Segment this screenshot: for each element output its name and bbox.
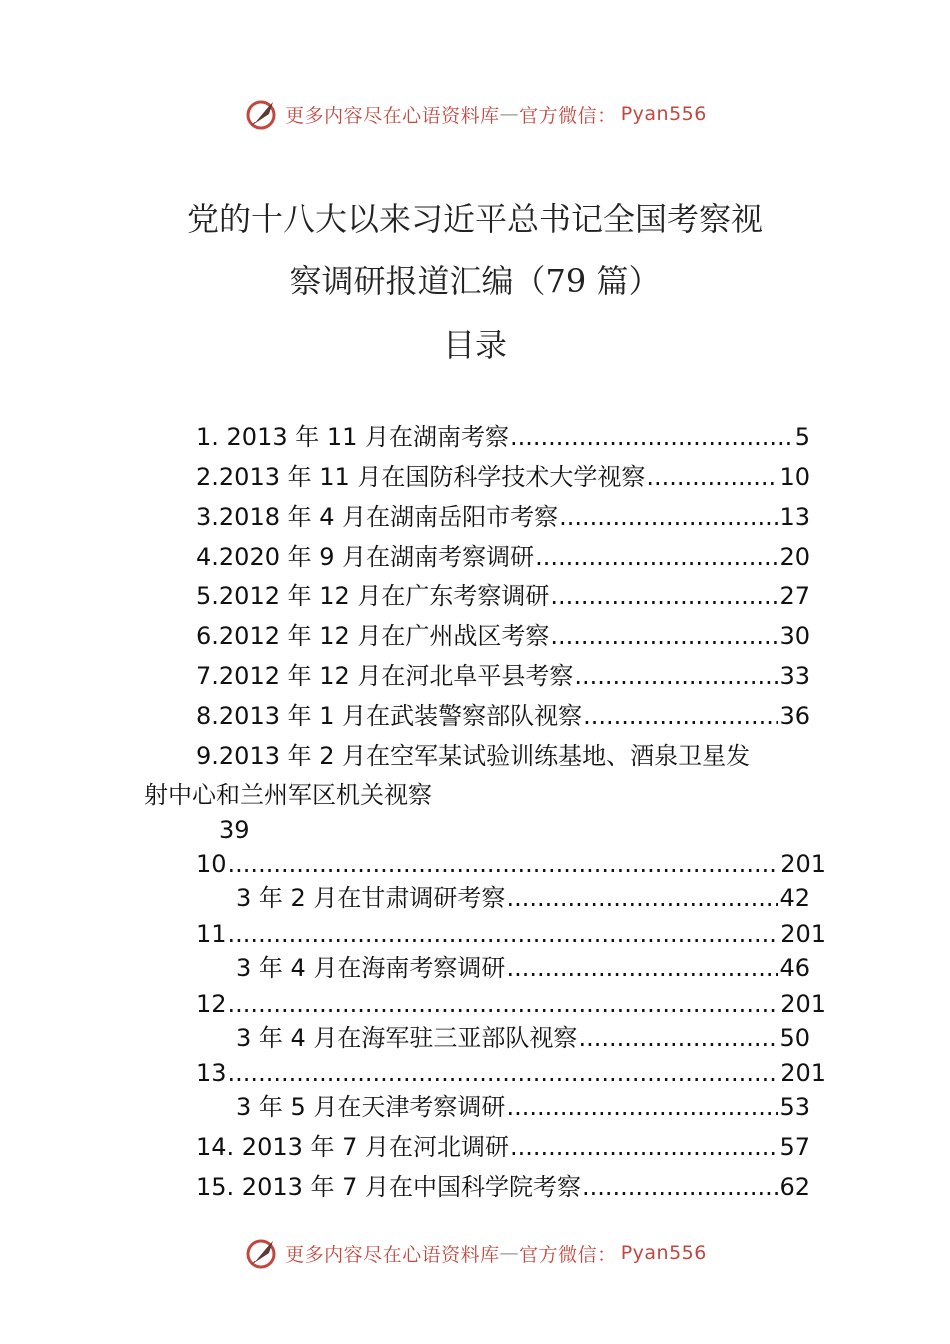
toc-entry-label: 5.2012 年 12 月在广东考察调研 [196,582,550,610]
toc-entry[interactable] [196,422,810,452]
toc-leader-dots [578,1023,778,1053]
toc-leader-dots [228,989,780,1019]
toc-entry-label: 7.2012 年 12 月在河北阜平县考察 [196,662,574,690]
toc-leader-dots [506,883,778,913]
toc-entry-page: 53 [779,1093,810,1121]
toc-number-line[interactable] [196,849,826,879]
toc-entry-label: 14. 2013 年 7 月在河北调研 [196,1133,510,1161]
toc-entry[interactable] [196,542,810,572]
toc-entry-label: 3 年 4 月在海军驻三亚部队视察 [236,1024,578,1052]
toc-leader-dots [583,701,778,731]
toc-leader-dots [510,1132,778,1162]
toc-entry-label: 8.2013 年 1 月在武装警察部队视察 [196,702,583,730]
banner-wechat-id: Pyan556 [620,103,707,125]
toc-entry-page: 57 [779,1133,810,1161]
toc-leader-dots [550,621,778,651]
toc-entry[interactable] [236,883,810,913]
toc-entry-page: 30 [779,622,810,650]
toc-entry-page: 62 [779,1173,810,1201]
toc-leader-dots [510,422,794,452]
document-title-line2: 察调研报道汇编（79 篇） [289,262,661,300]
toc-entry[interactable] [236,1023,810,1053]
header-banner [0,92,950,136]
toc-entry[interactable] [196,1132,810,1162]
toc-entry-page: 36 [779,702,810,730]
toc-leader-dots [646,462,778,492]
toc-leader-dots [228,1058,780,1088]
banner-text: 更多内容尽在心语资料库 [285,104,500,127]
footer-banner [0,1231,950,1275]
toc-entry[interactable] [196,462,810,492]
toc-entry-label: 3 年 4 月在海南考察调研 [236,954,506,982]
banner-separator: — [499,103,520,125]
toc-entry-label: 15. 2013 年 7 月在中国科学院考察 [196,1173,582,1201]
toc-entry-page: 27 [779,582,810,610]
toc-entry-page: 5 [794,423,810,451]
toc-entry[interactable] [196,621,810,651]
toc-entry-9-line1[interactable]: 9.2013 年 2 月在空军某试验训练基地、酒泉卫星发 [196,742,751,770]
toc-entry-page: 42 [779,884,810,912]
toc-heading: 目录 [442,326,507,364]
toc-number: 10 [196,850,227,878]
toc-number-page: 201 [780,920,826,948]
toc-entry-9-line2[interactable]: 射中心和兰州军区机关视察 [144,781,432,809]
toc-entry-9-page: 39 [219,816,250,844]
toc-number-page: 201 [780,1059,826,1087]
toc-leader-dots [506,1092,778,1122]
toc-entry-page: 33 [779,662,810,690]
toc-leader-dots [582,1172,778,1202]
banner-text: 更多内容尽在心语资料库 [285,1243,500,1266]
document-title-line1: 党的十八大以来习近平总书记全国考察视 [186,200,763,238]
toc-leader-dots [228,849,780,879]
toc-entry-page: 20 [779,543,810,571]
toc-number-line[interactable] [196,989,826,1019]
toc-entry-page: 13 [779,503,810,531]
toc-entry-label: 6.2012 年 12 月在广州战区考察 [196,622,550,650]
toc-entry-label: 1. 2013 年 11 月在湖南考察 [196,423,510,451]
banner-wechat-label: 官方微信： [519,1243,617,1266]
toc-leader-dots [228,919,780,949]
quill-logo-icon [243,96,279,132]
toc-number: 13 [196,1059,227,1087]
toc-entry-page: 10 [779,463,810,491]
toc-entry[interactable] [196,661,810,691]
toc-leader-dots [550,581,778,611]
toc-number-line[interactable] [196,1058,826,1088]
toc-entry[interactable] [196,1172,810,1202]
banner-wechat-label: 官方微信： [519,104,617,127]
toc-entry-page: 46 [779,954,810,982]
toc-entry[interactable] [196,502,810,532]
toc-entry-label: 4.2020 年 9 月在湖南考察调研 [196,543,535,571]
toc-entry[interactable] [236,953,810,983]
toc-entry-label: 3.2018 年 4 月在湖南岳阳市考察 [196,503,559,531]
banner-separator: — [499,1242,520,1264]
toc-number-line[interactable] [196,919,826,949]
toc-number-page: 201 [780,990,826,1018]
toc-number: 12 [196,990,227,1018]
toc-leader-dots [559,502,778,532]
toc-entry-label: 2.2013 年 11 月在国防科学技术大学视察 [196,463,646,491]
toc-entry[interactable] [196,581,810,611]
toc-entry-label: 3 年 2 月在甘肃调研考察 [236,884,506,912]
toc-entry[interactable] [236,1092,810,1122]
toc-number: 11 [196,920,227,948]
toc-leader-dots [535,542,778,572]
quill-logo-icon [243,1235,279,1271]
toc-entry-label: 3 年 5 月在天津考察调研 [236,1093,506,1121]
toc-entry-page: 50 [779,1024,810,1052]
toc-number-page: 201 [780,850,826,878]
toc-leader-dots [574,661,778,691]
toc-leader-dots [506,953,778,983]
banner-wechat-id: Pyan556 [620,1242,707,1264]
toc-entry[interactable] [196,701,810,731]
